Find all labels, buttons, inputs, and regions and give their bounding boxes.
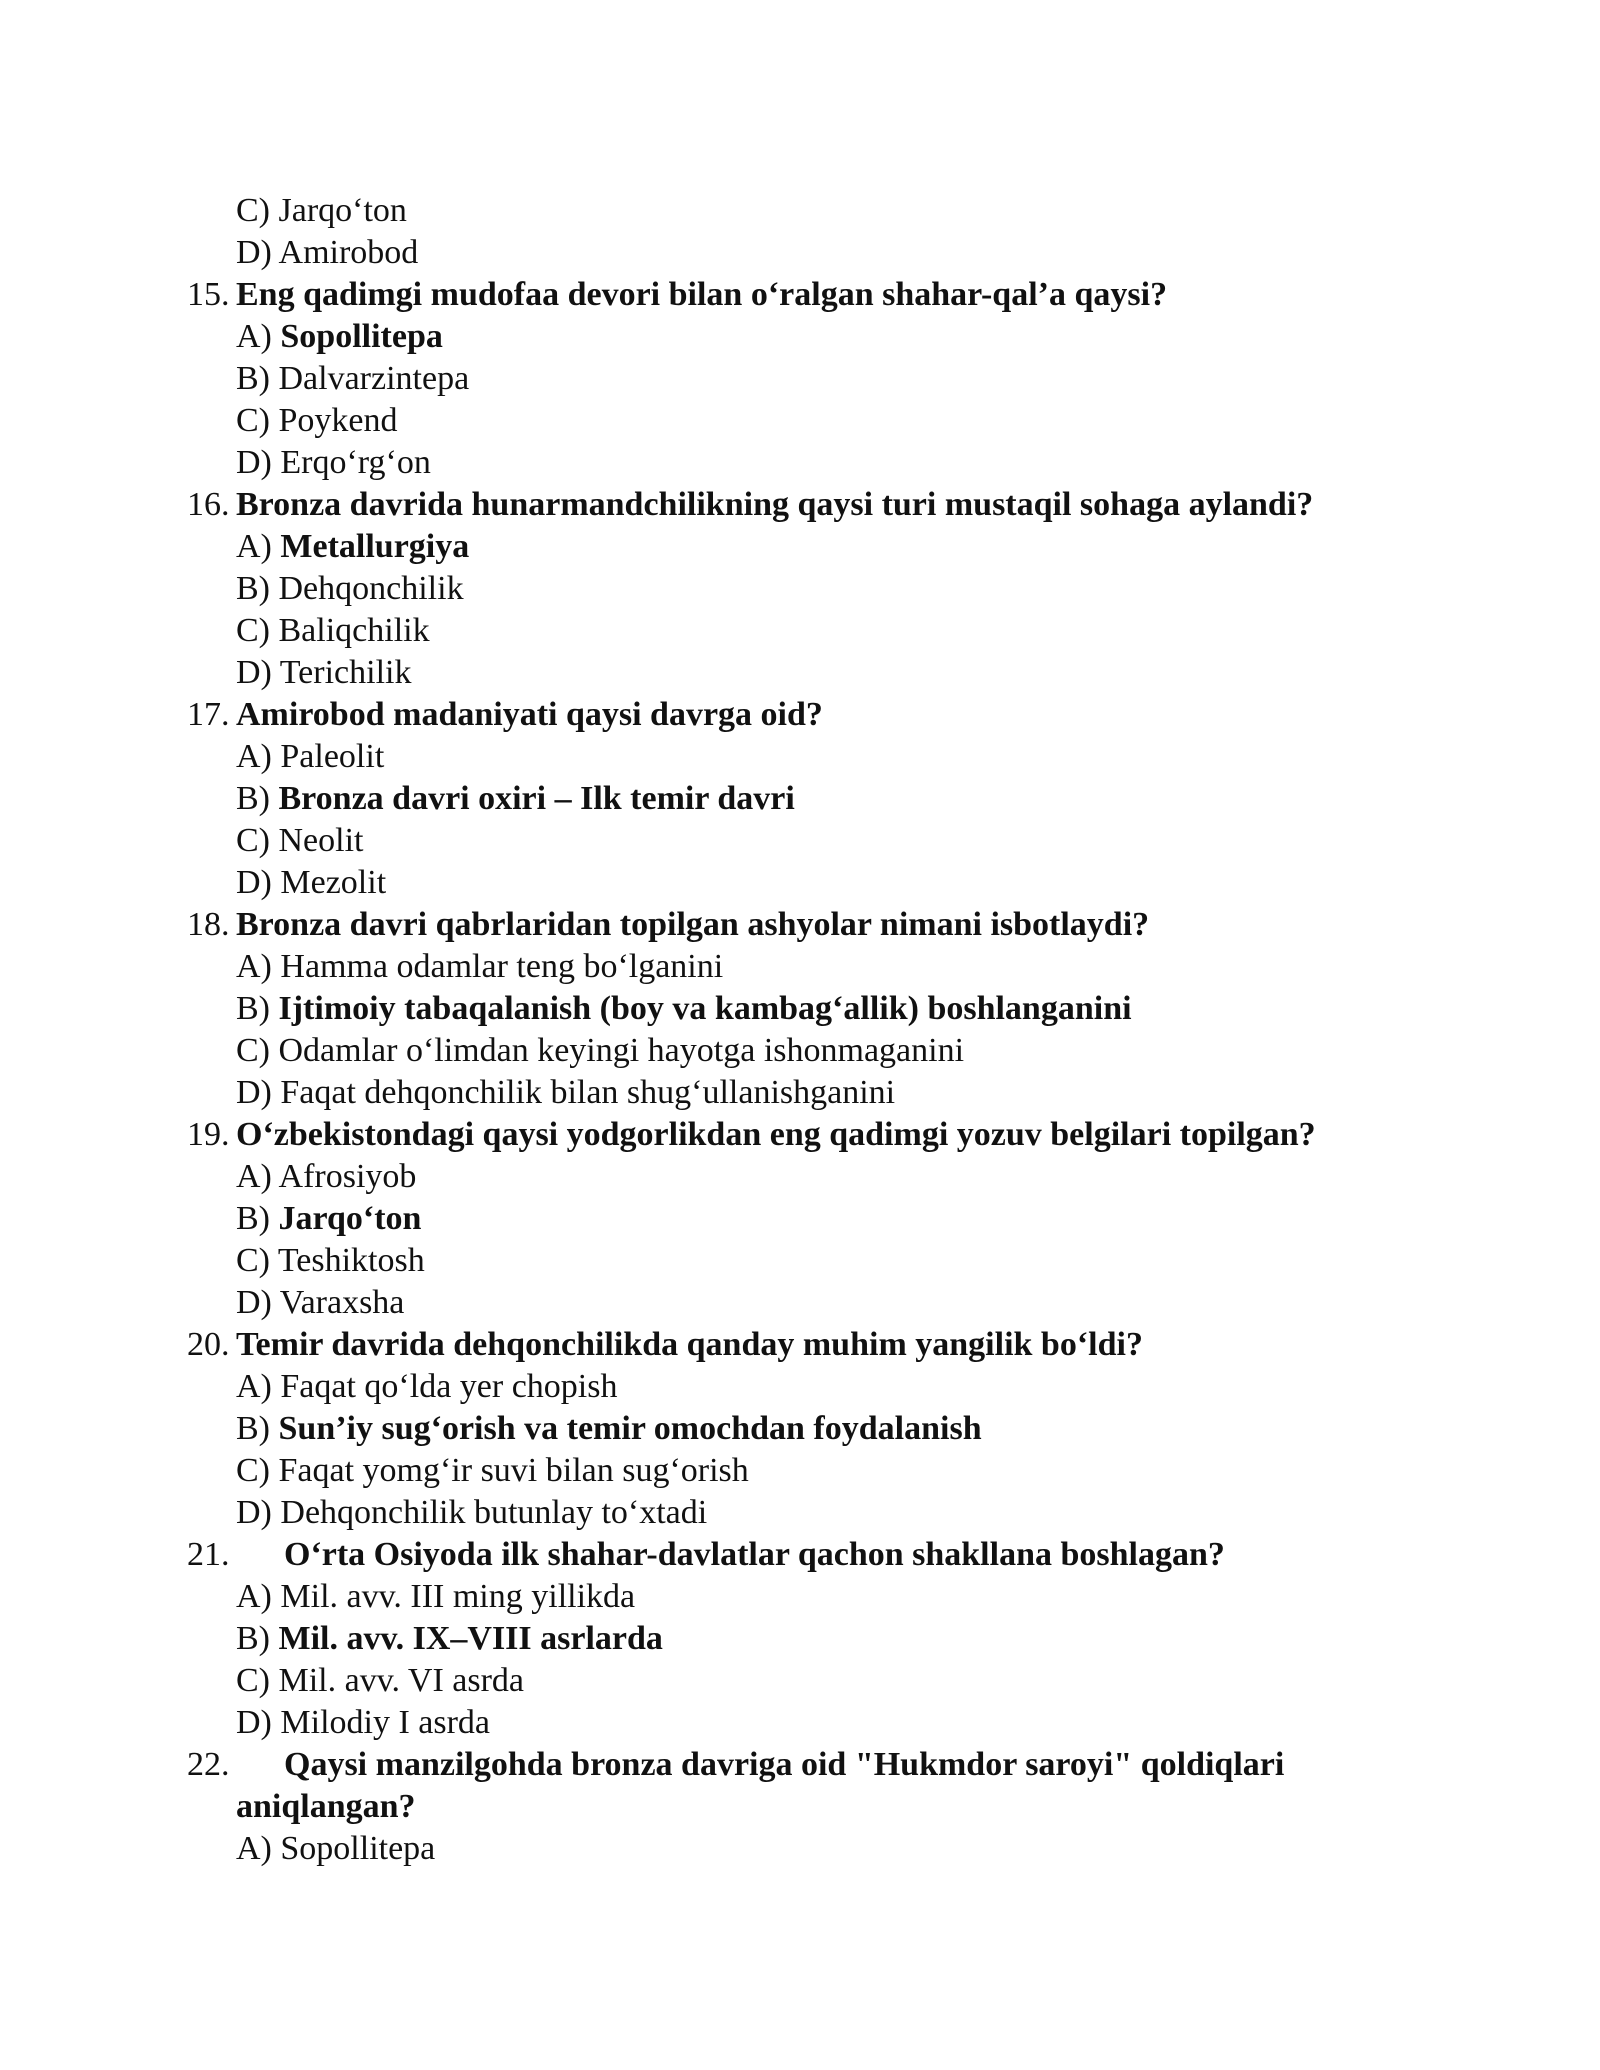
option-d: D) Mezolit — [236, 864, 387, 901]
option-a: A) Metallurgiya — [236, 528, 470, 565]
option-d: D) Varaxsha — [236, 1284, 405, 1321]
option-a: A) Paleolit — [236, 738, 385, 775]
option-b: B) Jarqo‘ton — [236, 1200, 422, 1237]
question-number: 22. — [187, 1746, 230, 1783]
option-b: B) Dalvarzintepa — [236, 360, 470, 397]
option-a: A) Mil. avv. III ming yillikda — [236, 1578, 636, 1615]
option-a: A) Afrosiyob — [236, 1158, 417, 1195]
option-c: C) Odamlar o‘limdan keyingi hayotga ishonmaganini — [236, 1032, 965, 1069]
option-c: C) Poykend — [236, 402, 398, 439]
question-text: O‘rta Osiyoda ilk shahar-davlatlar qachon shakllana boshlagan? — [284, 1536, 1225, 1573]
question-number: 21. — [187, 1536, 230, 1573]
option-c: C) Teshiktosh — [236, 1242, 425, 1279]
option-b: B) Dehqonchilik — [236, 570, 464, 607]
question-text-continuation: aniqlangan? — [236, 1788, 416, 1825]
option-d: D) Terichilik — [236, 654, 412, 691]
option-c: C) Baliqchilik — [236, 612, 430, 649]
question-text: Bronza davrida hunarmandchilikning qaysi turi mustaqil sohaga aylandi? — [236, 486, 1314, 523]
question-text: Qaysi manzilgohda bronza davriga oid "Hukmdor saroyi" qoldiqlari — [284, 1746, 1285, 1783]
lead-option-c: C) Jarqo‘ton — [236, 192, 407, 229]
option-c: C) Mil. avv. VI asrda — [236, 1662, 525, 1699]
option-b: B) Mil. avv. IX–VIII asrlarda — [236, 1620, 663, 1657]
option-a: A) Sopollitepa — [236, 318, 443, 355]
lead-option-d: D) Amirobod — [236, 234, 419, 271]
question-text: O‘zbekistondagi qaysi yodgorlikdan eng qadimgi yozuv belgilari topilgan? — [236, 1116, 1316, 1153]
option-b: B) Bronza davri oxiri – Ilk temir davri — [236, 780, 795, 817]
question-number: 16. — [187, 486, 230, 523]
option-a: A) Sopollitepa — [236, 1830, 436, 1867]
option-d: D) Faqat dehqonchilik bilan shug‘ullanishganini — [236, 1074, 896, 1111]
option-a: A) Hamma odamlar teng bo‘lganini — [236, 948, 724, 985]
option-c: C) Neolit — [236, 822, 364, 859]
option-d: D) Dehqonchilik butunlay to‘xtadi — [236, 1494, 708, 1531]
option-c: C) Faqat yomg‘ir suvi bilan sug‘orish — [236, 1452, 749, 1489]
question-number: 20. — [187, 1326, 230, 1363]
question-number: 15. — [187, 276, 230, 313]
option-b: B) Sun’iy sug‘orish va temir omochdan foydalanish — [236, 1410, 982, 1447]
option-d: D) Erqo‘rg‘on — [236, 444, 431, 481]
question-number: 18. — [187, 906, 230, 943]
question-text: Amirobod madaniyati qaysi davrga oid? — [236, 696, 823, 733]
question-text: Temir davrida dehqonchilikda qanday muhim yangilik bo‘ldi? — [236, 1326, 1143, 1363]
question-text: Eng qadimgi mudofaa devori bilan o‘ralgan shahar-qal’a qaysi? — [236, 276, 1168, 313]
option-b: B) Ijtimoiy tabaqalanish (boy va kambag‘allik) boshlanganini — [236, 990, 1132, 1027]
question-text: Bronza davri qabrlaridan topilgan ashyolar nimani isbotlaydi? — [236, 906, 1150, 943]
option-a: A) Faqat qo‘lda yer chopish — [236, 1368, 618, 1405]
question-number: 19. — [187, 1116, 230, 1153]
option-d: D) Milodiy I asrda — [236, 1704, 491, 1741]
question-number: 17. — [187, 696, 230, 733]
